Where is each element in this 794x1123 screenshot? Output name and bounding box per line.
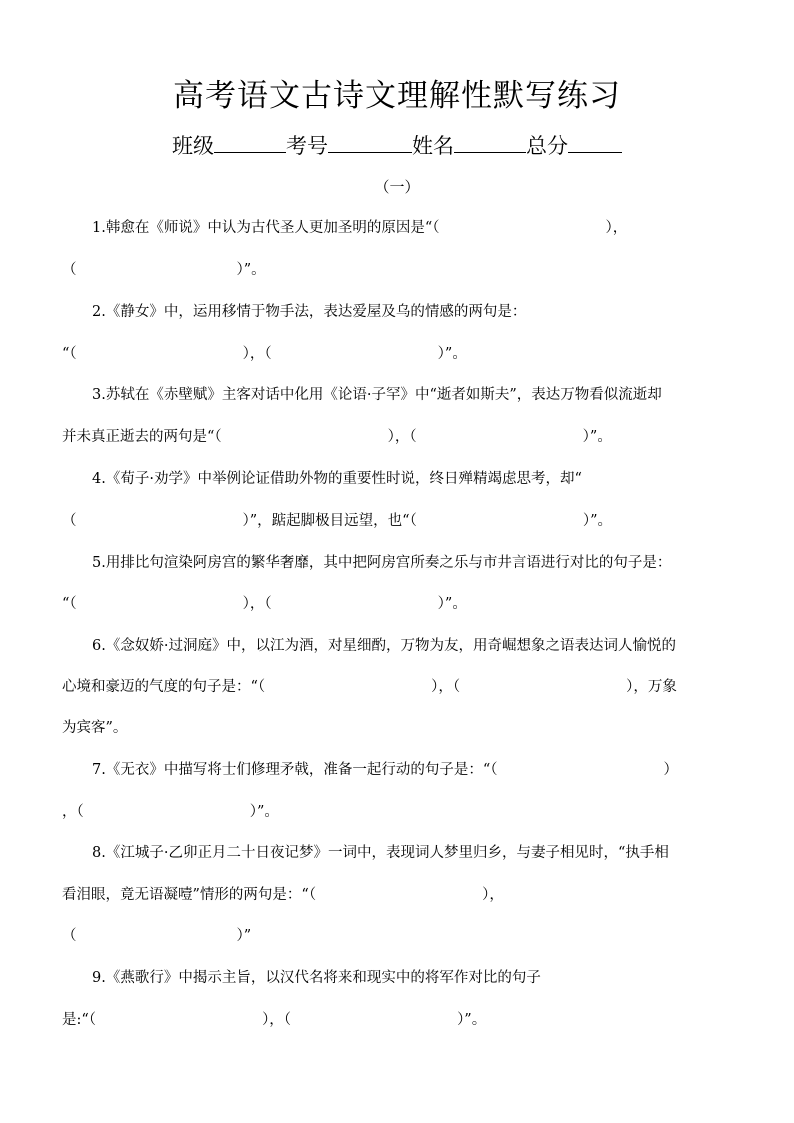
q2-text-4: ）”。: [437, 346, 467, 362]
q9-text-2: 是:“（: [62, 1012, 97, 1028]
q7-text-3: ，（: [62, 804, 84, 820]
question-7-line-2: [62, 802, 734, 822]
exam-number-label: 考号: [286, 134, 328, 158]
class-label: 班级: [172, 134, 214, 158]
q2-text-2: “（: [62, 346, 77, 362]
question-8-line-2: [62, 885, 734, 905]
q9-text-3: ），（: [262, 1012, 292, 1028]
q8-text-4: （: [62, 928, 77, 944]
question-6-line-1: 6.《念奴娇·过洞庭》中，以江为酒，对星细酌，万物为友，用奇崛想象之语表达词人愉悦的: [92, 638, 676, 654]
q7-text-4: ）”。: [249, 804, 279, 820]
q5-text-4: ）”。: [437, 596, 467, 612]
q6-text-4: ），万象: [626, 679, 677, 695]
question-1-line-1: [92, 218, 734, 238]
question-5-line-2: [62, 594, 734, 614]
question-2-line-1: 2.《静女》中，运用移情于物手法，表达爱屋及乌的情感的两句是：: [92, 304, 527, 320]
q1-text-3: （: [62, 262, 77, 278]
total-score-blank[interactable]: [568, 130, 622, 153]
q1-text-4: ）”。: [236, 262, 266, 278]
q6-text-3: ），（: [431, 679, 461, 695]
question-9-line-1: 9.《燕歌行》中揭示主旨，以汉代名将来和现实中的将军作对比的句子: [92, 970, 541, 986]
exam-number-blank[interactable]: [328, 130, 412, 153]
q1-text-2: ），: [605, 220, 628, 236]
q8-text-5: ）”: [236, 928, 252, 944]
question-6-line-3: 为宾客”。: [62, 720, 128, 736]
q5-text-3: ），（: [242, 596, 272, 612]
q4-text-3: ）”，踮起脚极目远望，也“（: [242, 513, 417, 529]
section-heading: （一）: [374, 178, 420, 196]
q4-text-4: ）”。: [582, 513, 612, 529]
question-8-line-1: 8.《江城子·乙卯正月二十日夜记梦》一词中，表现词人梦里归乡，与妻子相见时，“执手相: [92, 845, 669, 861]
question-6-line-2: [62, 677, 734, 697]
name-label: 姓名: [412, 134, 454, 158]
q4-text-2: （: [62, 513, 77, 529]
student-info-row: [0, 130, 794, 160]
total-score-label: 总分: [526, 134, 568, 158]
question-4-line-2: [62, 511, 734, 531]
q1-text: 1.韩愈在《师说》中认为古代圣人更加圣明的原因是“（: [92, 220, 440, 236]
q7-text: 7.《无衣》中描写将士们修理矛戟，准备一起行动的句子是：“（: [92, 762, 498, 778]
q3-text-2: 并未真正逝去的两句是“（: [62, 429, 222, 445]
question-9-line-2: [62, 1010, 734, 1030]
q2-text-3: ），（: [242, 346, 272, 362]
name-blank[interactable]: [454, 130, 526, 153]
question-3-line-2: [62, 427, 734, 447]
q3-text-4: ）”。: [582, 429, 612, 445]
question-2-line-2: [62, 344, 734, 364]
q3-text-3: ），（: [387, 429, 417, 445]
question-3-line-1: 3.苏轼在《赤壁赋》主客对话中化用《论语·子罕》中“逝者如斯夫”，表达万物看似流逝却: [92, 387, 662, 403]
worksheet-title: 高考语文古诗文理解性默写练习: [173, 78, 621, 114]
q9-text-4: ）”。: [457, 1012, 487, 1028]
question-7-line-1: [92, 760, 734, 780]
class-blank[interactable]: [214, 130, 286, 153]
q7-text-2: ）: [663, 762, 678, 778]
question-4-line-1: 4.《荀子·劝学》中举例论证借助外物的重要性时说，终日殚精竭虑思考，却“: [92, 471, 582, 487]
q8-text-3: ），: [482, 887, 504, 903]
q5-text-2: “（: [62, 596, 77, 612]
q6-text-2: 心境和豪迈的气度的句子是：“（: [62, 679, 266, 695]
question-5-line-1: 5.用排比句渲染阿房宫的繁华奢靡，其中把阿房宫所奏之乐与市井言语进行对比的句子是：: [92, 555, 672, 571]
question-8-line-3: [62, 926, 734, 946]
q8-text-2: 看泪眼，竟无语凝噎”情形的两句是：“（: [62, 887, 317, 903]
question-1-line-2: [62, 260, 734, 280]
